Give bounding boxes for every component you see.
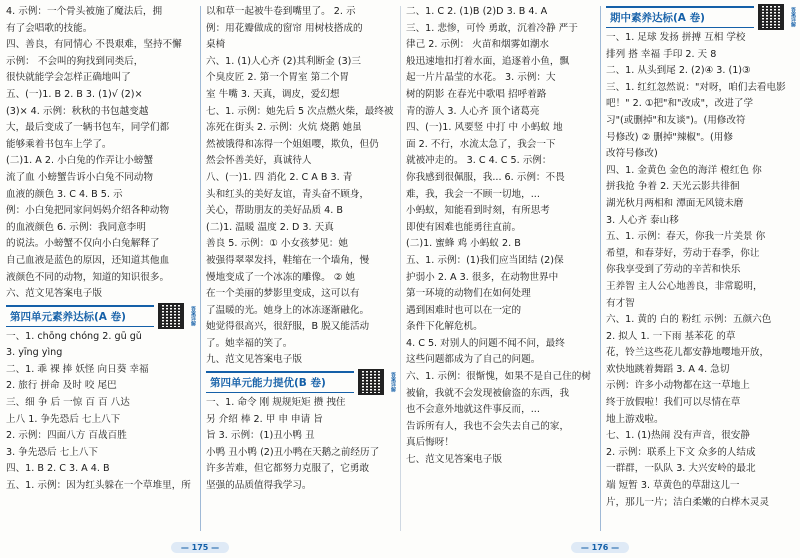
answer-line: 王养智 主人公心地善良，非常聪明，	[606, 280, 763, 292]
section-title: 第四单元能力提优(B 卷)	[206, 371, 354, 393]
answer-line: 冻死在街头 2. 示例：火炕 烧鹅 她虽	[206, 122, 362, 134]
answer-line: 五、1. 示例：因为红头躲在一个草堆里，所	[6, 480, 191, 492]
answer-line: 真后悔呀！	[406, 437, 454, 449]
answer-line: 室 牛嘴 3. 天真，调皮，爱幻想	[206, 88, 340, 100]
answer-line: 慢地变成了一个冰冻的雕像。 ② 她	[206, 271, 356, 283]
answer-line: 一群群，一队队 3. 大兴安岭的最北	[606, 463, 756, 475]
section-title: 第四单元素养达标(A 卷)	[6, 305, 154, 327]
answer-line: 青的游人 3. 人心齐 顶个诸葛亮	[406, 105, 540, 117]
answer-line: 大，最后变成了一辆书包车，同学们都	[6, 122, 170, 134]
answer-line: 三、1. 红红忽然说："对呀，咱们去看电影	[606, 81, 786, 93]
left-col-1	[6, 4, 196, 534]
section-title: 期中素养达标(A 卷)	[606, 6, 754, 28]
answer-line: 示例： 不会叫的狗找到同类后，	[6, 55, 144, 67]
answer-line: 很快就能学会怎样正确地叫了	[6, 72, 131, 84]
answer-line: 坚强的品质值得我学习。	[206, 480, 312, 492]
answer-line: 的说法。小螃蟹不仅向小白兔解释了	[6, 238, 160, 250]
answer-line: 2. 示例：四面八方 百战百胜	[6, 430, 127, 442]
answer-line: 在一个美丽的梦影里变成，这可以有	[206, 288, 360, 300]
answer-line: 端 短暂 3. 草黄色的草甜这儿一	[606, 480, 740, 492]
right-page	[400, 0, 800, 558]
answer-line: 小蚂蚁，知能看到时刻，有所思考	[406, 205, 550, 217]
answer-line: 例：小白兔把同家问妈妈介绍各种动物	[6, 205, 170, 217]
answer-line: 九、范文见答案电子版	[206, 354, 302, 366]
right-col-2	[606, 4, 796, 534]
answer-line: 希望，和春芽好，劳动于春季，你让	[606, 247, 760, 259]
answer-line: 了温暖的光。她身上的冰冻逐渐融化。	[206, 304, 370, 316]
answer-line: 例：用花瓣做成的窗帘 用树枝搭成的	[206, 22, 363, 34]
answer-line: 告诉所有人，我也不会失去自己的家，	[406, 420, 570, 432]
answer-line: 有才智	[606, 297, 635, 309]
answer-line: 液颜色不同的动物，知道的知识很多。	[6, 271, 170, 283]
answer-line: 桌椅	[206, 39, 226, 51]
answer-line: 第一环境的动物们在如何处理	[406, 288, 531, 300]
answer-line: 了。她幸福的笑了。	[206, 337, 293, 349]
answer-line: 关心，帮助朋友的美好品质 4. B	[206, 205, 343, 217]
answer-line: 五、1. 示例：春天，你我一片美景 你	[606, 231, 766, 243]
qr-code	[158, 303, 184, 329]
answer-line: 遇到困难时也可以在一定的	[406, 304, 522, 316]
answer-line: (二)1. 蜜蜂 鸡 小蚂蚁 2. B	[406, 238, 521, 250]
answer-line: 三、1. 悲惨，可怜 勇敢，沉着冷静 严于	[406, 22, 578, 34]
answer-line: 个臭皮匠 2. 第一个胃室 第二个胃	[206, 72, 350, 84]
answer-line: 另 介绍 棒 2. 甲 申 申请 旨	[206, 413, 323, 425]
answer-line: 般迅速地扣打着水面，追逐着小鱼，飘	[406, 55, 570, 67]
answer-line: 排列 搭 幸福 手印 2. 天 8	[606, 48, 717, 60]
answer-line: 五、1. 示例：(1)我们应当团结 (2)保	[406, 254, 564, 266]
page-number: 176	[591, 543, 609, 552]
answer-line: 五、(一)1. B 2. B 3. (1)√ (2)×	[6, 88, 143, 100]
page-number-footer: — 176 —	[400, 543, 800, 552]
answer-line: 八、(一)1. 四 消化 2. C A B 3. 青	[206, 171, 353, 183]
right-col-1	[406, 4, 596, 534]
answer-line: 小鸭 丑小鸭 (2)丑小鸭在天鹅之前经历了	[206, 446, 380, 458]
column-divider	[600, 6, 601, 531]
qr-tag: 答案详解	[190, 305, 196, 326]
answer-line: 律己 2. 示例： 火苗和烟雾如潮水	[406, 39, 550, 51]
answer-line: 六、1. (1)人心齐 (2)其利断金 (3)三	[206, 55, 362, 67]
answer-line: 自己血液是蓝色的原因，还知道其他血	[6, 254, 170, 266]
answer-line: 3. 争先恐后 七上八下	[6, 446, 99, 458]
answer-line: 示例：许多小动物都在这一草地上	[606, 380, 750, 392]
answer-line: 四、善良，有同情心 不畏艰难，坚持不懈	[6, 39, 182, 51]
page-number: 175	[191, 543, 209, 552]
answer-line: 也不会意外地就这件事反而，...	[406, 404, 540, 416]
answer-line: 片，那儿一片；洁白柔嫩的白桦木灵灵	[606, 496, 770, 508]
answer-line: 拼我抢 争着 2. 天光云影共徘徊	[606, 181, 740, 193]
answer-line: 的血液颜色 6. 示例：我同意李明	[6, 221, 146, 233]
answer-line: 习"(或删掉"和友谈")。(用修改符	[606, 114, 746, 126]
page-number-footer: — 175 —	[0, 543, 400, 552]
answer-line: 护弱小 2. A 3. 很多，在动物世界中	[406, 271, 559, 283]
answer-line: (二)1. A 2. 小白兔的作弄让小螃蟹	[6, 155, 154, 167]
answer-line: 二、1. C 2. (1)B (2)D 3. B 4. A	[406, 6, 548, 17]
answer-line: 七、1. (1)热闹 没有声音，很安静	[606, 430, 750, 442]
answer-line: 3. yīng yìng	[6, 347, 63, 359]
answer-line: 3. 人心齐 泰山移	[606, 214, 679, 226]
answer-line: 然被饿得和冻得一个姐姐嘤，欺负，但仍	[206, 138, 379, 150]
qr-tag: 答案详解	[390, 372, 396, 393]
answer-line: 二、1. 从头到尾 2. (2)④ 3. (1)③	[606, 65, 751, 77]
answer-line: 条件下化解危机。	[406, 321, 483, 333]
answer-line: 难，我，我会一不顾一切地，...	[406, 188, 540, 200]
answer-line: 你我感到很佩服，我... 6. 示例：不畏	[406, 171, 565, 183]
answer-line: 被偷，我就不会发现被偷盗的东西，我	[406, 387, 570, 399]
answer-line: 4. 示例：一个骨头被施了魔法后，拥	[6, 6, 163, 17]
answer-line: 4. C 5. 对别人的问题不闻不问，最终	[406, 337, 565, 349]
answer-line: 流了血 小螃蟹告诉小白兔不同动物	[6, 171, 153, 183]
answer-line: 然会怀善美好，真诚待人	[206, 155, 312, 167]
answer-line: 地上游戏啦。	[606, 413, 664, 425]
answer-line: 即使有困难也能勇往直前。	[406, 221, 522, 233]
answer-line: 她觉得很高兴，很舒服，B 脱又能活动	[206, 321, 370, 333]
answer-line: 能够乘着书包车上学了。	[6, 138, 112, 150]
answer-line: 终于放假啦！我们可以尽情在草	[606, 397, 741, 409]
answer-line: 树的阴影 在春光中歌唱 招呼着路	[406, 88, 547, 100]
qr-code	[758, 4, 784, 30]
answer-line: 欢快地跳着舞蹈 3. A 4. 急切	[606, 363, 730, 375]
answer-line: 上八 1. 争先恐后 七上八下	[6, 413, 121, 425]
answer-line: (3)× 4. 示例：秋秋的书包越变越	[6, 105, 149, 117]
answer-line: 二、1. 乖 裸 捧 妖怪 向日葵 幸福	[6, 363, 149, 375]
qr-tag: 答案详解	[790, 7, 796, 27]
answer-line: 2. 旅行 拼命 及时 咬 尾巴	[6, 380, 117, 392]
answer-line: 旨 3. 示例：(1)丑小鸭 丑	[206, 430, 315, 442]
answer-line: 六、1. 示例：很惭愧，如果不是自己住的树	[406, 371, 591, 383]
section-header-unit4-a	[6, 305, 196, 327]
answer-line: 被强得翠翠发抖，鞋缩在一个墙角，慢	[206, 254, 370, 266]
answer-line: 湖光秋月两相和 潭面无风镜未磨	[606, 197, 744, 209]
answer-line: 花，铃兰这些花儿都安静地嘤地开放，	[606, 347, 770, 359]
answer-line: 改符号修改)	[606, 148, 658, 160]
answer-line: 就被冲走的。 3. C 4. C 5. 示例：	[406, 155, 552, 167]
answer-line: 2. 拟人 1. 一下雨 基苯花 的草	[606, 330, 736, 342]
section-header-midterm-a	[606, 6, 796, 28]
column-divider	[200, 6, 201, 531]
answer-line: 面 2. 不行，水流太急了，我会一下	[406, 138, 556, 150]
answer-line: 头和红头的美好友谊，青头奋不顾身，	[206, 188, 370, 200]
answer-line: 起一片片晶莹的水花。 3. 示例：大	[406, 72, 556, 84]
answer-line: 四、(一)1. 风要竖 中打 中 小蚂蚁 地	[406, 122, 563, 134]
answer-line: 这些问题都成为了自己的问题。	[406, 354, 541, 366]
answer-line: 一、1. 命令 刚 规规矩矩 攒 拽住	[206, 397, 346, 409]
answer-line: 六、1. 黄的 白的 粉红 示例：五颜六色	[606, 314, 772, 326]
answer-line: 一、1. 足球 发扬 拼搏 互相 学校	[606, 32, 746, 43]
answer-line: 七、1. 示例：她先后 5 次点燃火柴，最终被	[206, 105, 394, 117]
answer-line: 四、1. 金黄色 金色的海洋 橙红色 你	[606, 164, 762, 176]
answer-line: 四、1. B 2. C 3. A 4. B	[6, 463, 110, 475]
answer-line: 以和草一起被牛卷到嘴里了。 2. 示	[206, 6, 356, 17]
answer-line: 吧！" 2. ①把"和"改成"，改进了学	[606, 98, 754, 110]
section-header-unit4-b	[206, 371, 396, 393]
qr-code	[358, 369, 384, 395]
answer-line: 有了会唱歌的技能。	[6, 22, 93, 34]
answer-line: 三、细 争 后 一惊 百 百 八达	[6, 397, 130, 409]
answer-line: 许多苦难，但它都努力克服了，它勇敢	[206, 463, 370, 475]
answer-line: 血液的颜色 3. C 4. B 5. 示	[6, 188, 123, 200]
answer-line: 号修改) ② 删掉"辣椒"。(用修	[606, 131, 733, 143]
answer-line: (二)1. 温暖 温度 2. D 3. 天真	[206, 221, 334, 233]
answer-line: 你我享受到了劳动的辛苦和快乐	[606, 264, 741, 276]
answer-line: 七、范文见答案电子版	[406, 454, 502, 466]
answer-line: 六、范文见答案电子版	[6, 288, 102, 300]
answer-line: 2. 示例：联系上下文 众多的人结成	[606, 446, 756, 458]
answer-line: 一、1. chōng chóng 2. gū gǔ	[6, 330, 142, 342]
answer-line: 善良 5. 示例：① 小女孩梦见：她	[206, 238, 349, 250]
left-col-2	[206, 4, 396, 534]
